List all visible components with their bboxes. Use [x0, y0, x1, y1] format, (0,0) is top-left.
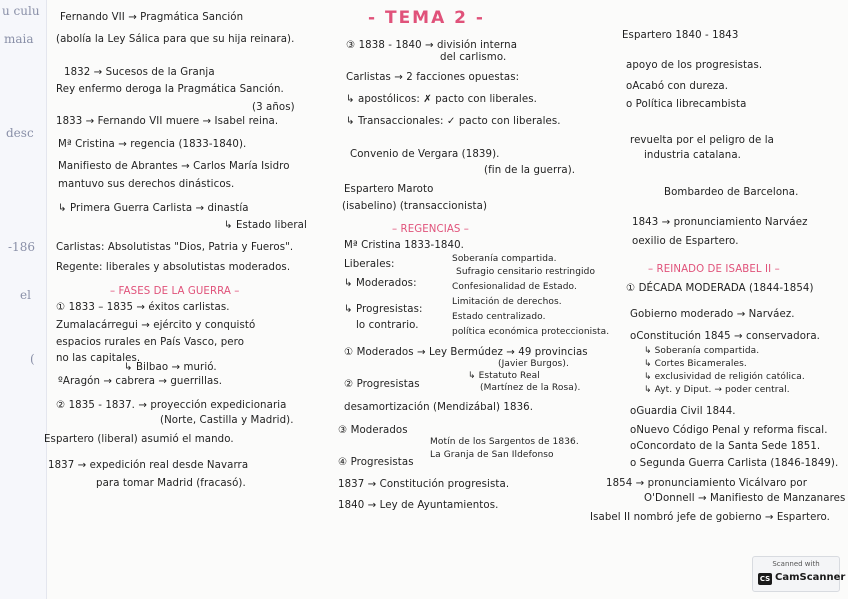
note-line: Espartero Maroto — [344, 184, 434, 195]
note-line: ③ Moderados — [338, 425, 408, 436]
note-line: 1854 → pronunciamiento Vicálvaro por — [606, 478, 808, 489]
edge-fragment: el — [20, 288, 31, 302]
note-line: Convenio de Vergara (1839). — [350, 149, 500, 160]
note-line: ↳ Primera Guerra Carlista → dinastía — [58, 203, 249, 214]
note-line: ↳ apostólicos: ✗ pacto con liberales. — [346, 94, 537, 105]
note-line: Isabel II nombró jefe de gobierno → Espartero. — [590, 512, 831, 523]
note-line: Bombardeo de Barcelona. — [664, 187, 799, 198]
note-line: Gobierno moderado → Narváez. — [630, 309, 795, 320]
note-line: apoyo de los progresistas. — [626, 60, 763, 71]
note-line: Motín de los Sargentos de 1836. — [430, 437, 579, 447]
note-line: lo contrario. — [356, 320, 419, 331]
note-line: ↳ Bilbao → murió. — [124, 362, 217, 373]
note-line: ④ Progresistas — [338, 457, 414, 468]
note-line: (abolía la Ley Sálica para que su hija reinara). — [56, 34, 295, 45]
edge-fragment: u culu — [2, 4, 40, 18]
edge-fragment: maia — [4, 32, 34, 46]
note-line: oNuevo Código Penal y reforma fiscal. — [630, 425, 828, 436]
note-line: Carlistas → 2 facciones opuestas: — [346, 72, 520, 83]
note-line: ① DÉCADA MODERADA (1844-1854) — [626, 283, 814, 294]
note-line: ① Moderados → Ley Bermúdez → 49 provincias — [344, 347, 588, 358]
note-line: o Segunda Guerra Carlista (1846-1849). — [630, 458, 839, 469]
note-line: oexilio de Espartero. — [632, 236, 739, 247]
note-line: no las capitales. — [56, 353, 141, 364]
edge-fragment: -186 — [8, 240, 35, 254]
note-line: Fernando VII → Pragmática Sanción — [60, 12, 244, 23]
note-line: 1843 → pronunciamiento Narváez — [632, 217, 808, 228]
note-line: (Javier Burgos). — [498, 359, 569, 369]
note-line: espacios rurales en País Vasco, pero — [56, 337, 245, 348]
note-line: industria catalana. — [644, 150, 742, 161]
note-line: Espartero (liberal) asumió el mando. — [44, 434, 234, 445]
watermark-caption: Scanned with — [772, 560, 820, 568]
note-line: O'Donnell → Manifiesto de Manzanares — [644, 493, 846, 504]
note-line: para tomar Madrid (fracasó). — [96, 478, 246, 489]
note-line: ↳ Moderados: — [344, 278, 417, 289]
note-line: ① 1833 – 1835 → éxitos carlistas. — [56, 302, 230, 313]
note-line: política económica proteccionista. — [452, 327, 610, 337]
watermark-brand: CamScanner — [775, 572, 846, 583]
note-line: 1837 → expedición real desde Navarra — [48, 460, 249, 471]
note-line: Limitación de derechos. — [452, 297, 562, 307]
note-line: oConstitución 1845 → conservadora. — [630, 331, 821, 342]
note-line: oConcordato de la Santa Sede 1851. — [630, 441, 821, 452]
note-line: ↳ Progresistas: — [344, 304, 423, 315]
note-line: Regente: liberales y absolutistas moderados. — [56, 262, 291, 273]
topic-title: - TEMA 2 - — [368, 8, 485, 28]
note-line: Sufragio censitario restringido — [456, 267, 596, 277]
note-line: Rey enfermo deroga la Pragmática Sanción. — [56, 84, 284, 95]
note-line: Espartero 1840 - 1843 — [622, 30, 739, 41]
note-line: ③ 1838 - 1840 → división interna — [346, 40, 518, 51]
note-line: ↳ Estado liberal — [224, 220, 307, 231]
note-line: ↳ Soberanía compartida. — [644, 346, 760, 356]
section-heading: – REGENCIAS – — [392, 224, 469, 235]
camscanner-watermark — [752, 556, 846, 592]
adjacent-page-edge — [0, 0, 47, 599]
note-line: La Granja de San Ildefonso — [430, 450, 554, 460]
note-line: ↳ Cortes Bicamerales. — [644, 359, 747, 369]
note-line: Mª Cristina 1833-1840. — [344, 240, 464, 251]
note-line: ↳ Ayt. y Diput. → poder central. — [644, 385, 790, 395]
note-line: 1833 → Fernando VII muere → Isabel reina. — [56, 116, 279, 127]
note-line: ② 1835 - 1837. → proyección expedicionaria — [56, 400, 287, 411]
note-line: 1840 → Ley de Ayuntamientos. — [338, 500, 499, 511]
note-line: (isabelino) (transaccionista) — [342, 201, 488, 212]
note-line: Manifiesto de Abrantes → Carlos María Isidro — [58, 161, 290, 172]
note-line: desamortización (Mendizábal) 1836. — [344, 402, 534, 413]
camscanner-logo-icon: CS — [759, 575, 771, 583]
note-line: ↳ exclusividad de religión católica. — [644, 372, 805, 382]
note-line: 1832 → Sucesos de la Granja — [64, 67, 215, 78]
note-line: Soberanía compartida. — [452, 254, 557, 264]
note-line: (Martínez de la Rosa). — [480, 383, 581, 393]
note-line: oAcabó con dureza. — [626, 81, 729, 92]
note-line: del carlismo. — [440, 52, 507, 63]
note-line: (3 años) — [252, 102, 295, 113]
note-line: Liberales: — [344, 259, 395, 270]
edge-fragment: ( — [30, 352, 35, 366]
note-line: ② Progresistas — [344, 379, 420, 390]
note-line: ºAragón → cabrera → guerrillas. — [58, 376, 223, 387]
note-line: (Norte, Castilla y Madrid). — [160, 415, 294, 426]
note-line: Confesionalidad de Estado. — [452, 282, 577, 292]
note-line: Zumalacárregui → ejército y conquistó — [56, 320, 256, 331]
note-line: Mª Cristina → regencia (1833-1840). — [58, 139, 247, 150]
note-line: Carlistas: Absolutistas "Dios, Patria y Fueros". — [56, 242, 294, 253]
note-line: ↳ Estatuto Real — [468, 371, 540, 381]
note-line: revuelta por el peligro de la — [630, 135, 774, 146]
note-line: (fin de la guerra). — [484, 165, 576, 176]
section-heading: – FASES DE LA GUERRA – — [110, 286, 240, 297]
note-line: o Política librecambista — [626, 99, 747, 110]
note-line: Estado centralizado. — [452, 312, 546, 322]
note-line: 1837 → Constitución progresista. — [338, 479, 510, 490]
note-line: mantuvo sus derechos dinásticos. — [58, 179, 235, 190]
section-heading: – REINADO DE ISABEL II – — [648, 264, 780, 275]
edge-fragment: desc — [6, 126, 34, 140]
note-line: ↳ Transaccionales: ✓ pacto con liberales. — [346, 116, 561, 127]
note-line: oGuardia Civil 1844. — [630, 406, 736, 417]
